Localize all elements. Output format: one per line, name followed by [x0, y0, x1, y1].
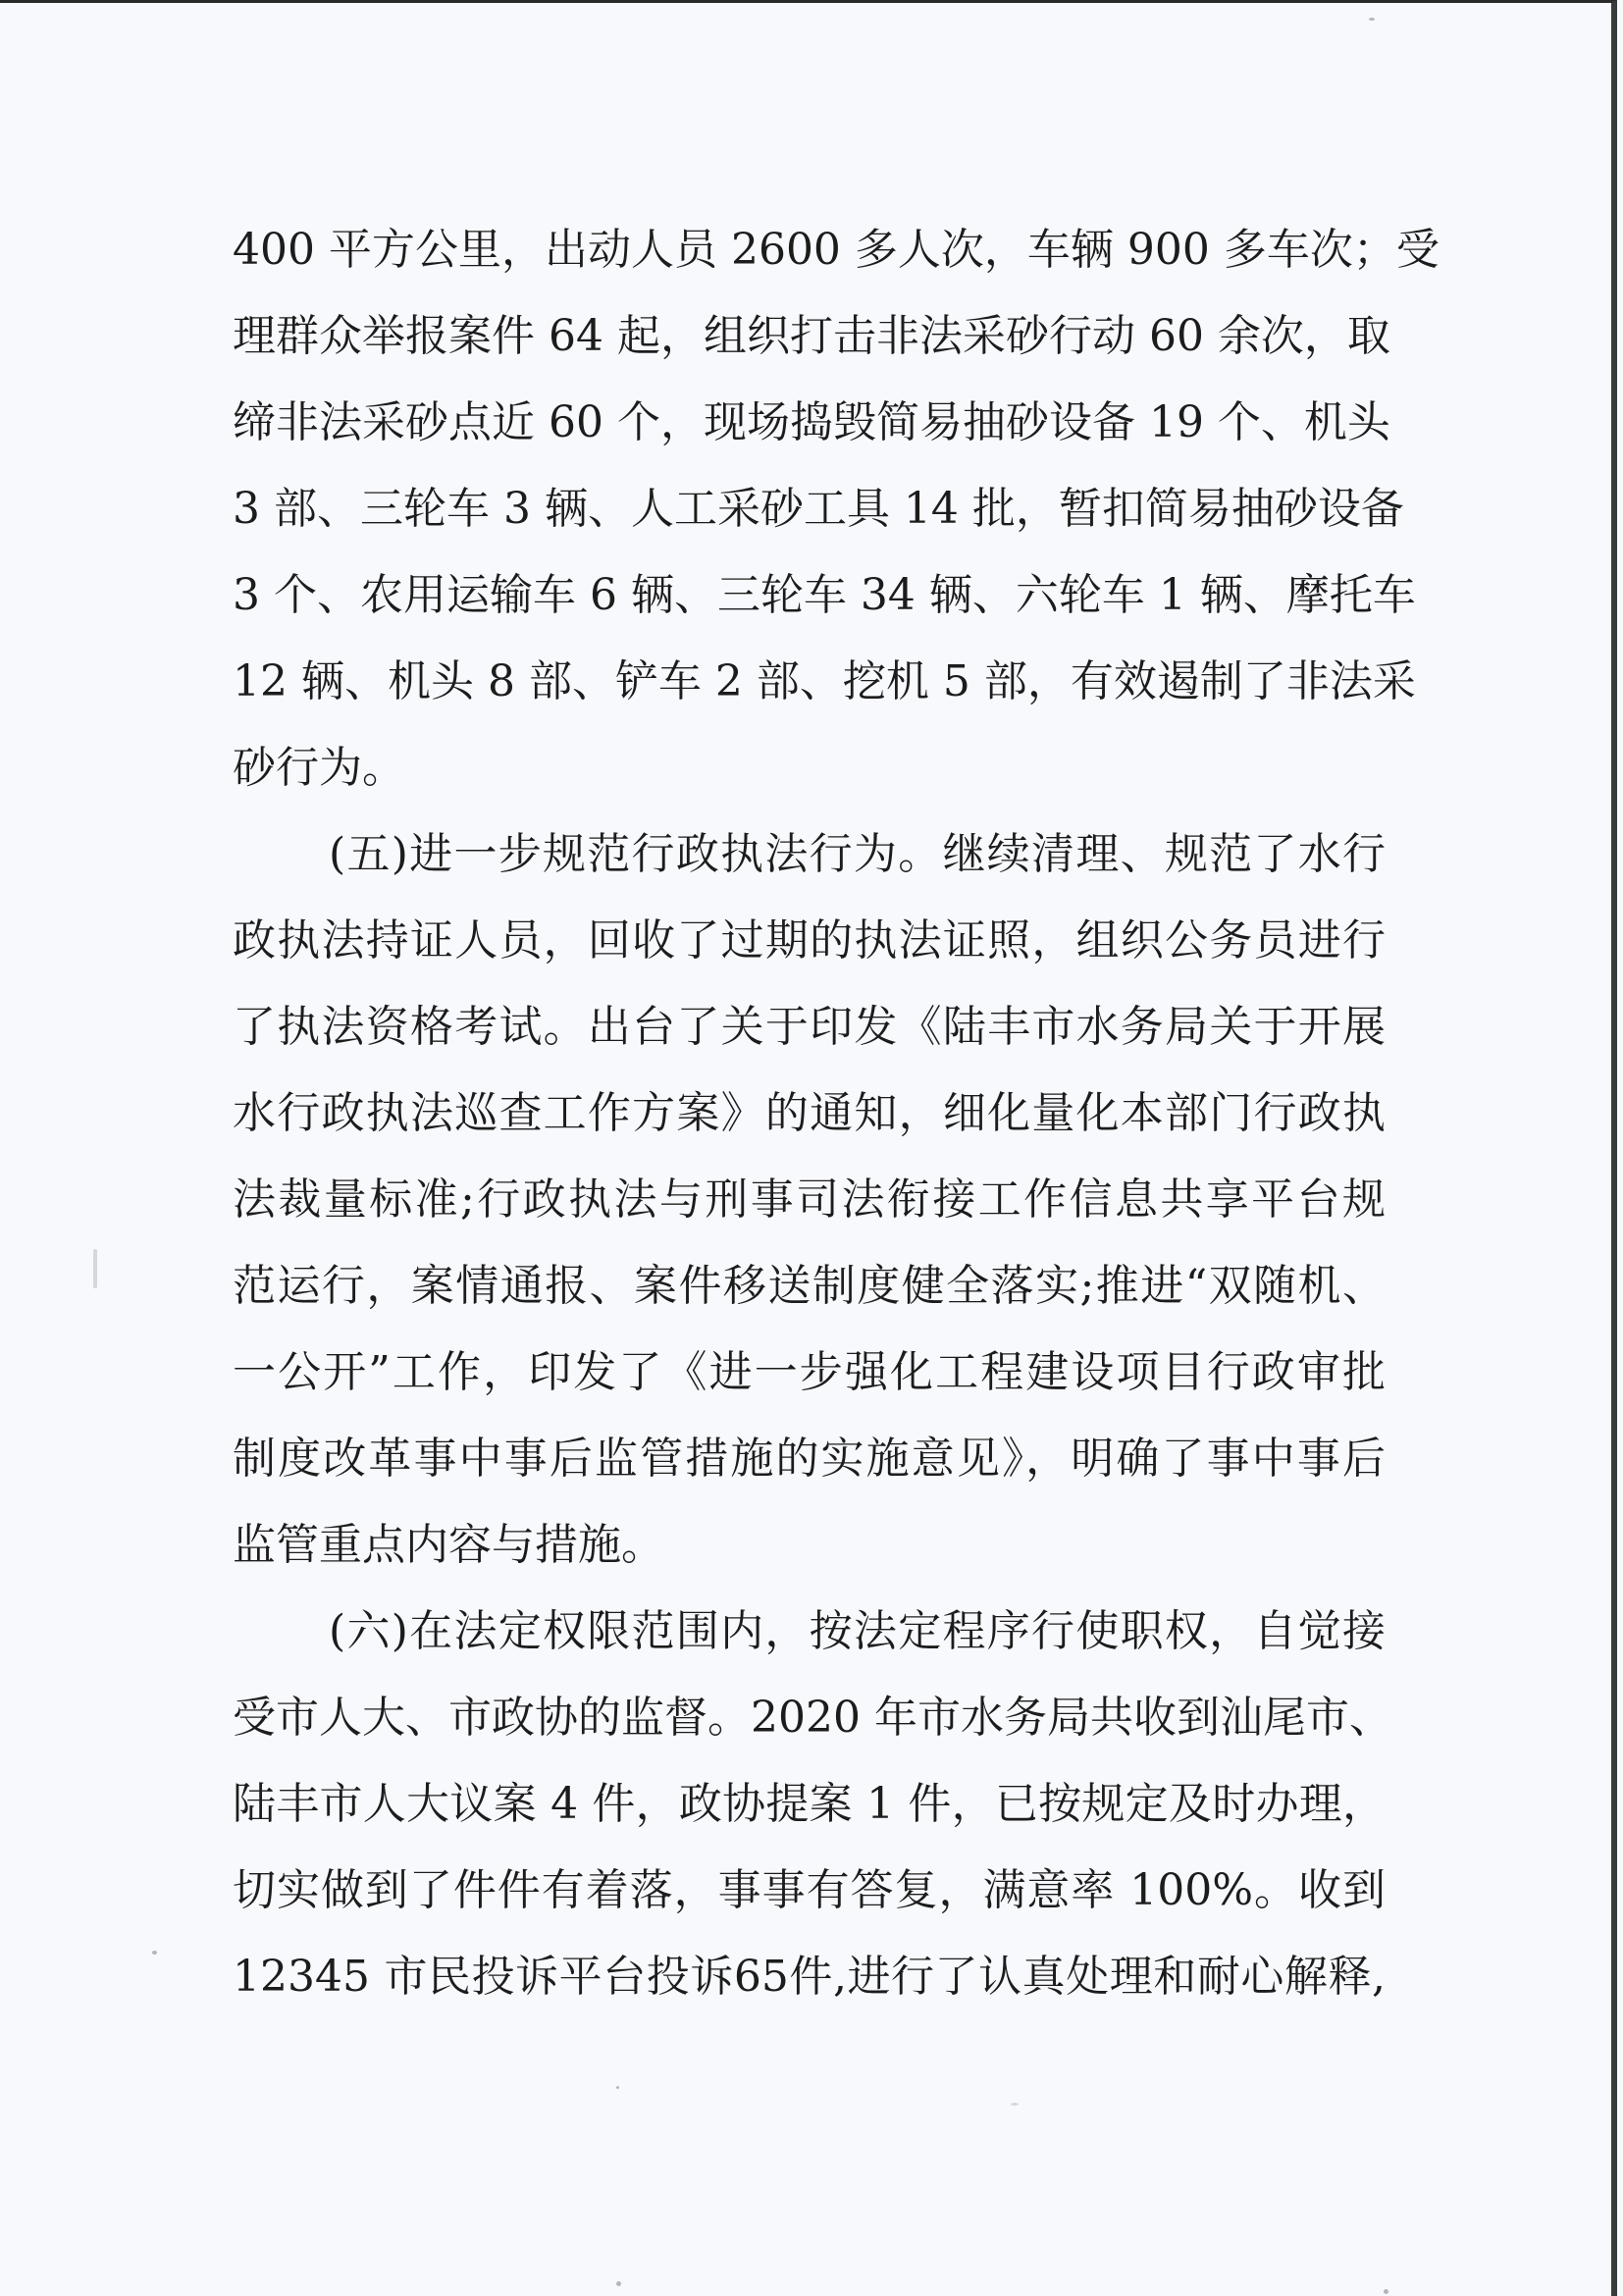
text-line: 政执法持证人员，回收了过期的执法证照，组织公务员进行 — [233, 915, 1386, 965]
text-line: 3 个、农用运输车 6 辆、三轮车 34 辆、六轮车 1 辆、摩托车 — [233, 570, 1416, 620]
scan-speck — [152, 1951, 157, 1955]
section-heading-line: (五)进一步规范行政执法行为。继续清理、规范了水行 — [329, 829, 1386, 879]
scan-speck — [616, 2281, 621, 2286]
text-line: 3 部、三轮车 3 辆、人工采砂工具 14 批，暂扣简易抽砂设备 — [233, 484, 1404, 534]
text-line: 400 平方公里，出动人员 2600 多人次，车辆 900 多车次；受 — [233, 225, 1440, 275]
text-line: 缔非法采砂点近 60 个，现场捣毁简易抽砂设备 19 个、机头 — [233, 397, 1390, 447]
scan-speck — [1384, 2289, 1388, 2294]
text-line: 理群众举报案件 64 起，组织打击非法采砂行动 60 余次，取 — [233, 311, 1390, 361]
text-line: 制度改革事中事后监管措施的实施意见》，明确了事中事后 — [233, 1434, 1386, 1484]
scan-speck — [1011, 2103, 1019, 2106]
text-line: 切实做到了件件有着落，事事有答复，满意率 100%。收到 — [233, 1865, 1386, 1915]
scan-speck — [616, 2086, 619, 2089]
scan-speck — [93, 1249, 97, 1288]
text-line: 12345 市民投诉平台投诉65件,进行了认真处理和耐心解释, — [233, 1952, 1386, 2002]
section-heading-line: (六)在法定权限范围内，按法定程序行使职权，自觉接 — [329, 1606, 1386, 1656]
text-line: 范运行，案情通报、案件移送制度健全落实;推进“双随机、 — [233, 1261, 1386, 1311]
text-line: 砂行为。 — [233, 743, 405, 793]
document-body — [233, 207, 1440, 2020]
text-line: 监管重点内容与措施。 — [233, 1520, 664, 1570]
text-line: 12 辆、机头 8 部、铲车 2 部、挖机 5 部，有效遏制了非法采 — [233, 656, 1416, 706]
text-line: 一公开”工作，印发了《进一步强化工程建设项目行政审批 — [233, 1347, 1386, 1397]
text-line: 法裁量标准;行政执法与刑事司法衔接工作信息共享平台规 — [233, 1174, 1386, 1225]
text-line: 受市人大、市政协的监督。2020 年市水务局共收到汕尾市、 — [233, 1693, 1392, 1743]
text-line: 水行政执法巡查工作方案》的通知，细化量化本部门行政执 — [233, 1088, 1386, 1138]
text-line: 了执法资格考试。出台了关于印发《陆丰市水务局关于开展 — [233, 1002, 1386, 1052]
scan-speck — [1369, 18, 1375, 21]
paragraph-continuation — [233, 207, 1440, 811]
text-line: 陆丰市人大议案 4 件，政协提案 1 件，已按规定及时办理， — [233, 1779, 1386, 1829]
paragraph-section-5 — [233, 811, 1386, 1589]
paragraph-section-6 — [233, 1589, 1392, 2020]
